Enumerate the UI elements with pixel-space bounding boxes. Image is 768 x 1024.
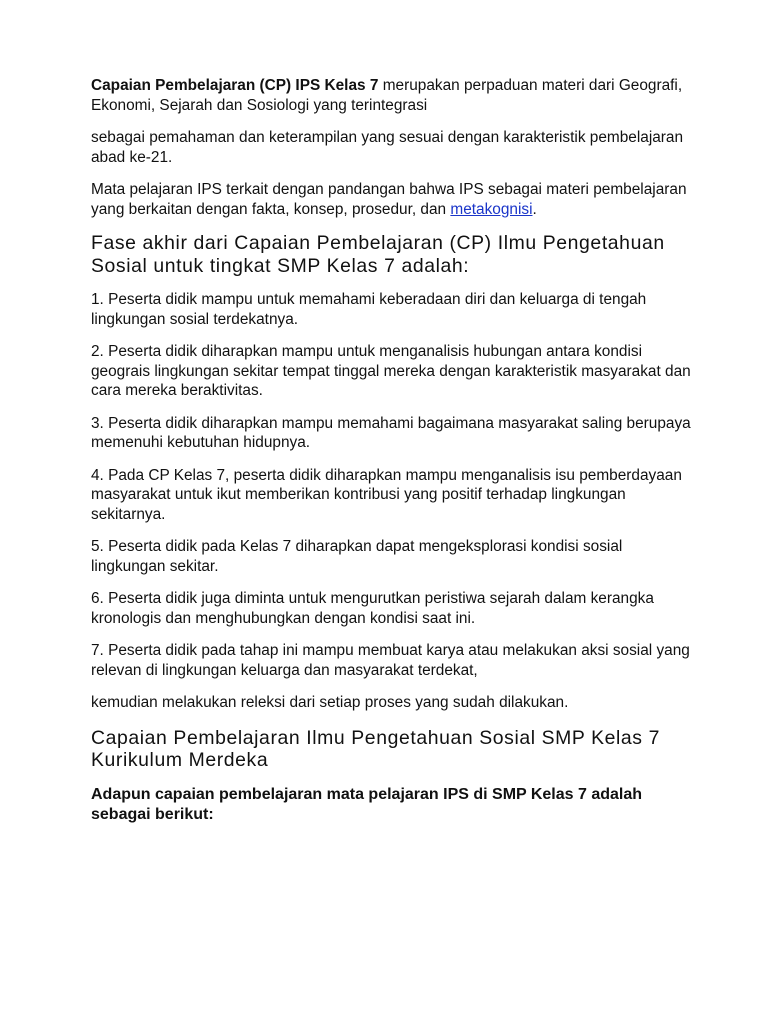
subject-text: Mata pelajaran IPS terkait dengan pandangan bahwa IPS sebagai materi pembelajaran yang berkaitan dengan fakta, konsep, prosedur, dan [91, 181, 687, 218]
intro-rest: merupakan perpaduan materi dari Geografi, Ekonomi, Sejarah dan Sosiologi yang terintegrasi [91, 77, 683, 114]
metakognisi-link[interactable]: metakognisi [450, 200, 533, 218]
document-page [91, 76, 691, 825]
outcome-item-2: 2. Peserta didik diharapkan mampu untuk menganalisis hubungan antara kondisi geograis lingkungan sekitar tempat tinggal mereka dengan karakteristik masyarakat dan cara mereka beraktivitas. [91, 343, 691, 399]
outcome-item-1: 1. Peserta didik mampu untuk memahami keberadaan diri dan keluarga di tengah lingkungan sosial terdekatnya. [91, 291, 647, 328]
intro-paragraph [91, 76, 691, 115]
curriculum-heading: Capaian Pembelajaran Ilmu Pengetahuan Sosial SMP Kelas 7 Kurikulum Merdeka [91, 726, 660, 771]
phase-heading: Fase akhir dari Capaian Pembelajaran (CP) Ilmu Pengetahuan Sosial untuk tingkat SMP Kelas 7 adalah: [91, 232, 665, 277]
outcome-item-6: 6. Peserta didik juga diminta untuk mengurutkan peristiwa sejarah dalam kerangka kronologis dan menghubungkan dengan kondisi saat ini. [91, 590, 654, 627]
intro-bold-lead: Capaian Pembelajaran (CP) IPS Kelas 7 [91, 77, 379, 94]
outcome-item-7: 7. Peserta didik pada tahap ini mampu membuat karya atau melakukan aksi sosial yang relevan di lingkungan keluarga dan masyarakat terdekat, [91, 642, 690, 679]
following-subheading: Adapun capaian pembelajaran mata pelajaran IPS di SMP Kelas 7 adalah sebagai berikut: [91, 785, 643, 823]
understanding-paragraph: sebagai pemahaman dan keterampilan yang sesuai dengan karakteristik pembelajaran abad ke-21. [91, 129, 684, 166]
outcomes-list [91, 290, 691, 680]
subject-paragraph [91, 180, 691, 219]
outcome-item-5: 5. Peserta didik pada Kelas 7 diharapkan dapat mengeksplorasi kondisi sosial lingkungan sekitar. [91, 538, 623, 575]
outcome-item-4: 4. Pada CP Kelas 7, peserta didik diharapkan mampu menganalisis isu pemberdayaan masyarakat untuk ikut memberikan kontribusi yang positif terhadap lingkungan sekitarnya. [91, 466, 682, 523]
reflection-paragraph: kemudian melakukan releksi dari setiap proses yang sudah dilakukan. [91, 694, 569, 711]
subject-end: . [532, 200, 537, 218]
outcome-item-3: 3. Peserta didik diharapkan mampu memahami bagaimana masyarakat saling berupaya memenuhi kebutuhan hidupnya. [91, 414, 691, 451]
